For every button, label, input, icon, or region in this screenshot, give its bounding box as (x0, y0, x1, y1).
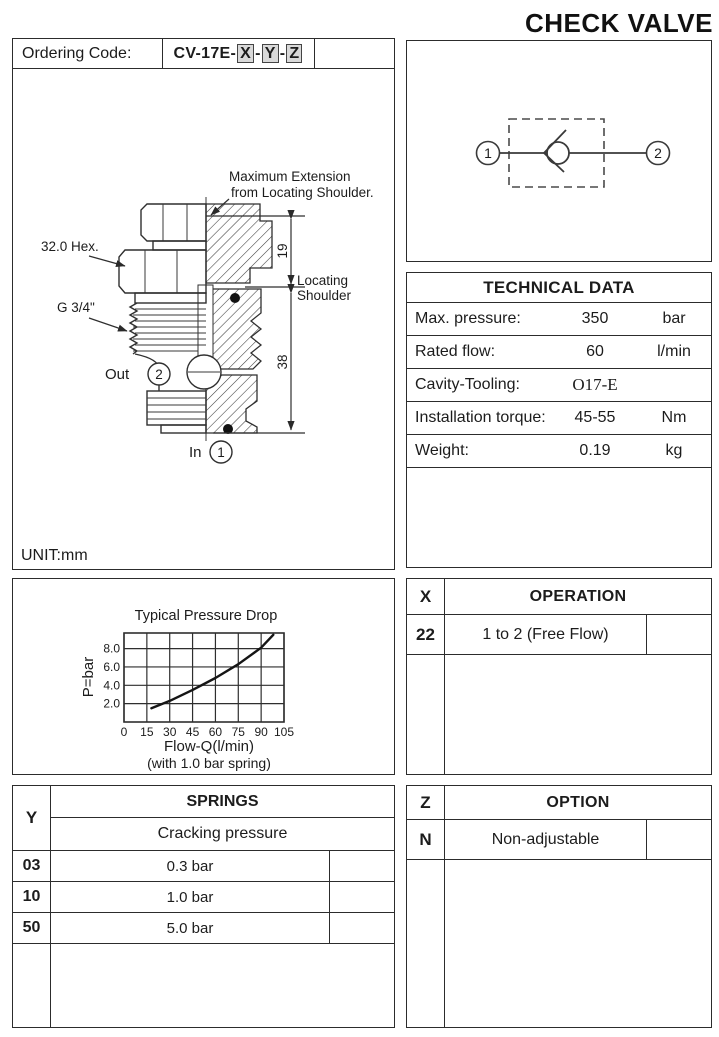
out-label: Out (105, 366, 130, 383)
tech-label: Installation torque: (415, 409, 546, 426)
springs-empty-cell (330, 882, 394, 912)
cap-collar (153, 241, 206, 250)
port-1-number: 1 (484, 145, 492, 161)
ordering-code-x: X (237, 44, 254, 64)
page-title: CHECK VALVE (525, 8, 713, 38)
springs-row-10 (13, 882, 394, 913)
option-empty-cell (647, 820, 711, 859)
check-valve-symbol (407, 41, 710, 260)
springs-empty-cell (330, 851, 394, 881)
option-title: OPTION (546, 793, 610, 811)
ordering-code-prefix: CV-17E- (173, 44, 237, 62)
tech-row-rated-flow (407, 336, 711, 369)
pressure-drop-chart (13, 579, 393, 773)
ordering-code-label: Ordering Code: (13, 39, 163, 68)
operation-col-letter: X (407, 579, 445, 614)
tech-unit: kg (665, 442, 683, 459)
tech-row-weight (407, 435, 711, 468)
tech-value: O17-E (572, 375, 618, 394)
tech-unit: Nm (661, 409, 687, 426)
springs-code: 50 (13, 913, 51, 943)
operation-desc: 1 to 2 (Free Flow) (445, 615, 647, 654)
springs-title: SPRINGS (51, 786, 394, 818)
operation-title: OPERATION (529, 587, 627, 605)
max-extension-label-line2: from Locating Shoulder. (231, 185, 374, 200)
springs-row-50 (13, 913, 394, 944)
hydraulic-symbol-panel (406, 40, 712, 262)
in-port-number: 1 (217, 445, 225, 460)
ordering-code-empty-cell (315, 39, 394, 68)
bottom-stub (161, 425, 206, 433)
springs-subtitle: Cracking pressure (157, 825, 288, 842)
ordering-code-value (163, 39, 315, 68)
port-2-number: 2 (654, 145, 662, 161)
chart-title: Typical Pressure Drop (134, 608, 278, 624)
chart-plot-area (103, 633, 294, 739)
springs-filler (13, 944, 394, 1027)
ordering-code-z: Z (286, 44, 302, 64)
operation-code: 22 (407, 615, 445, 654)
dim-19-label: 19 (275, 243, 290, 259)
thread-size-label: G 3/4" (57, 300, 95, 315)
locating-shoulder-label-line1: Locating (297, 273, 349, 288)
svg-text:60: 60 (208, 725, 223, 739)
thread-profile (130, 303, 137, 354)
svg-text:6.0: 6.0 (103, 659, 120, 674)
tech-value: 350 (581, 310, 609, 327)
o-ring-upper-icon (230, 293, 240, 303)
option-header-row (407, 786, 711, 820)
ordering-code-y: Y (262, 44, 279, 64)
ribbed-collar (147, 391, 206, 425)
springs-value: 0.3 bar (51, 851, 330, 881)
tech-unit: bar (662, 310, 686, 327)
svg-text:90: 90 (254, 725, 268, 739)
option-table (406, 785, 712, 1028)
tech-unit: l/min (657, 343, 691, 360)
svg-text:105: 105 (273, 725, 295, 739)
pressure-drop-chart-panel (12, 578, 395, 775)
springs-value: 5.0 bar (51, 913, 330, 943)
locating-shoulder-label-line2: Shoulder (297, 288, 352, 303)
valve-cross-section-drawing (13, 69, 393, 565)
tech-row-cavity-tooling (407, 369, 711, 402)
operation-filler (407, 655, 711, 774)
hex-32 (119, 250, 206, 293)
springs-table (12, 785, 395, 1028)
svg-text:75: 75 (231, 725, 245, 739)
svg-text:2.0: 2.0 (103, 696, 120, 711)
out-port-number: 2 (155, 367, 163, 382)
option-desc: Non-adjustable (445, 820, 647, 859)
valve-drawing-panel (12, 68, 395, 570)
option-filler (407, 860, 711, 1027)
tech-label: Max. pressure: (415, 310, 521, 327)
operation-header-row (407, 579, 711, 615)
springs-code: 10 (13, 882, 51, 912)
option-row-n (407, 820, 711, 860)
springs-header (13, 786, 394, 851)
springs-empty-cell (330, 913, 394, 943)
operation-row-22 (407, 615, 711, 655)
svg-text:15: 15 (140, 725, 154, 739)
chart-x-axis-note: (with 1.0 bar spring) (147, 755, 271, 771)
thread-size-leader (89, 318, 127, 331)
springs-code: 03 (13, 851, 51, 881)
dim-38-label: 38 (275, 354, 290, 370)
tech-row-installation-torque (407, 402, 711, 435)
operation-table (406, 578, 712, 775)
option-code: N (407, 820, 445, 859)
technical-data-title: TECHNICAL DATA (407, 273, 711, 303)
operation-empty-cell (647, 615, 711, 654)
washer (135, 293, 206, 303)
tech-row-max-pressure (407, 303, 711, 336)
tech-label: Rated flow: (415, 343, 496, 360)
in-label: In (189, 444, 202, 461)
unit-label: UNIT:mm (21, 547, 88, 564)
ordering-code-sep2: - (279, 44, 286, 62)
chart-y-axis-label: P=bar (80, 656, 97, 698)
cap-hex (141, 204, 206, 241)
tech-value: 0.19 (579, 442, 611, 459)
svg-text:45: 45 (185, 725, 200, 739)
svg-text:30: 30 (163, 725, 177, 739)
technical-data-table (406, 272, 712, 568)
svg-text:4.0: 4.0 (103, 678, 120, 693)
option-col-letter: Z (407, 786, 445, 819)
tech-label: Weight: (415, 442, 469, 459)
springs-col-letter: Y (13, 786, 51, 850)
tech-label: Cavity-Tooling: (415, 376, 520, 393)
chart-x-axis-label: Flow-Q(l/min) (164, 738, 254, 755)
tech-value: 60 (586, 343, 604, 360)
springs-value: 1.0 bar (51, 882, 330, 912)
ordering-code-bar (12, 38, 395, 68)
svg-text:0: 0 (120, 725, 128, 739)
hex-size-label: 32.0 Hex. (41, 239, 99, 254)
max-extension-label-line1: Maximum Extension (229, 169, 351, 184)
ordering-code-sep1: - (255, 44, 261, 62)
tech-value: 45-55 (574, 409, 616, 426)
svg-text:8.0: 8.0 (103, 641, 120, 656)
springs-row-03 (13, 851, 394, 882)
